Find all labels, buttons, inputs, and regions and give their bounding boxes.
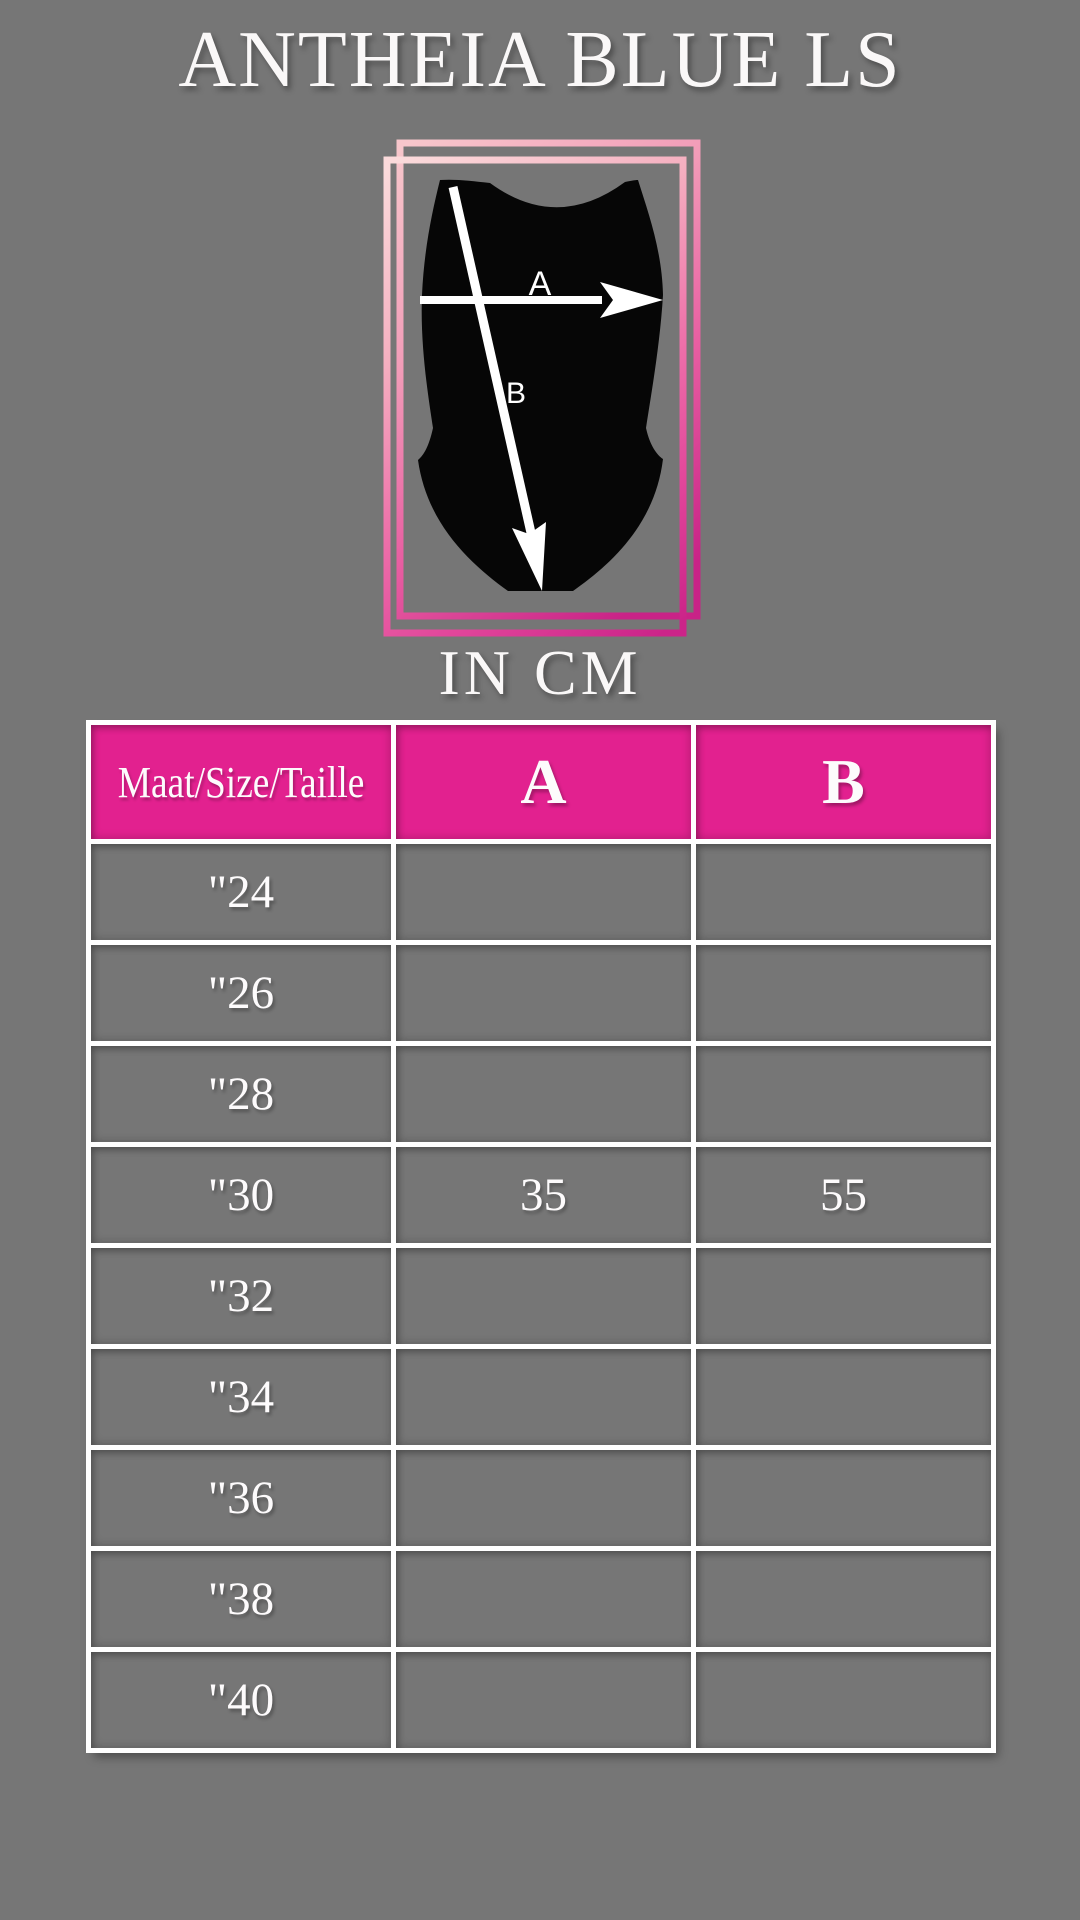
table-row: [91, 839, 991, 940]
size-value: "24: [207, 866, 275, 918]
size-value: "38: [207, 1573, 275, 1625]
value-a-cell: [391, 844, 691, 940]
size-value: "26: [207, 967, 275, 1019]
table-row: [91, 940, 991, 1041]
value-a-cell: [391, 1551, 691, 1647]
size-cell: [91, 1450, 391, 1546]
value-b-cell: [691, 1147, 991, 1243]
size-value: "28: [207, 1068, 275, 1120]
size-value: "40: [207, 1674, 275, 1726]
table-row: [91, 1445, 991, 1546]
value-a-cell: [391, 1248, 691, 1344]
size-cell: [91, 1652, 391, 1748]
size-cell: [91, 945, 391, 1041]
header-size-label: Maat/Size/Taille: [117, 757, 365, 807]
header-a-cell: [391, 725, 691, 839]
arrow-b-label: B: [506, 377, 527, 410]
size-value: "34: [207, 1371, 275, 1423]
value-a-cell: [391, 945, 691, 1041]
value-a-cell: [391, 1652, 691, 1748]
table-row: [91, 1546, 991, 1647]
size-cell: [91, 844, 391, 940]
size-value: "36: [207, 1472, 275, 1524]
header-b-label: B: [822, 746, 865, 817]
a-value: 35: [520, 1169, 567, 1221]
table-row: [91, 1142, 991, 1243]
value-b-cell: [691, 1450, 991, 1546]
value-b-cell: [691, 1248, 991, 1344]
size-table: [86, 720, 996, 1753]
header-size-cell: [91, 725, 391, 839]
size-cell: [91, 1349, 391, 1445]
header-a-label: A: [520, 746, 567, 817]
table-row: [91, 1243, 991, 1344]
value-a-cell: [391, 1450, 691, 1546]
value-a-cell: [391, 1349, 691, 1445]
header-b-cell: [691, 725, 991, 839]
table-row: [91, 1647, 991, 1748]
value-b-cell: [691, 1349, 991, 1445]
table-header-row: [91, 725, 991, 839]
size-cell: [91, 1147, 391, 1243]
value-b-cell: [691, 945, 991, 1041]
value-a-cell: [391, 1147, 691, 1243]
table-row: [91, 1041, 991, 1142]
unit-label: IN CM: [438, 637, 642, 708]
page-title: ANTHEIA BLUE LS: [178, 16, 902, 104]
value-b-cell: [691, 1652, 991, 1748]
value-b-cell: [691, 844, 991, 940]
size-cell: [91, 1046, 391, 1142]
size-cell: [91, 1551, 391, 1647]
value-b-cell: [691, 1551, 991, 1647]
size-value: "30: [207, 1169, 275, 1221]
size-cell: [91, 1248, 391, 1344]
size-value: "32: [207, 1270, 275, 1322]
value-a-cell: [391, 1046, 691, 1142]
b-value: 55: [820, 1169, 867, 1221]
arrow-a-label: A: [528, 265, 552, 303]
value-b-cell: [691, 1046, 991, 1142]
table-row: [91, 1344, 991, 1445]
